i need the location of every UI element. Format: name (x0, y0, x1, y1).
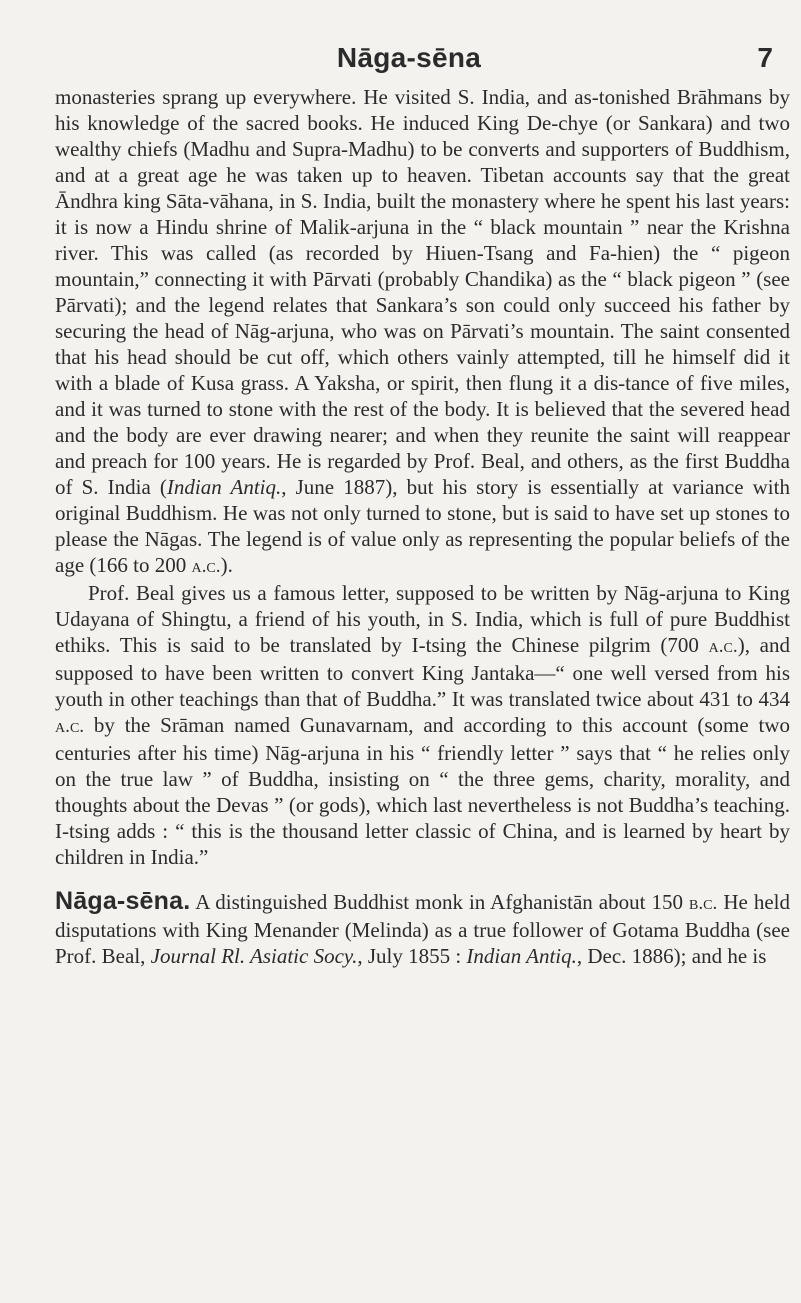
paragraph-text: Prof. Beal gives us a famous letter, supposed to be written by Nāg-arjuna to King Udayana of Shingtu, a friend of his youth, in S. India, which is full of pure Buddhist ethiks. This is said to be translated by I-tsing the Chinese pilgrim (700 (55, 581, 790, 657)
paragraph-text: , June 1887), but his story is essentially at variance with original Buddhism. He was not only turned to stone, but is said to have set up stones to please the Nāgas. The legend is of value only as representing the popular beliefs of the age (166 to 200 (55, 475, 790, 577)
paragraph-letter (55, 580, 790, 870)
entry-text: He held disputations with King Menander (Melinda) as a true follower of Gotama Buddha (see Prof. Beal, (55, 890, 790, 968)
era-abbreviation: a.c. (55, 716, 85, 737)
era-abbreviation: a.c. (191, 556, 221, 577)
entry-text: , Dec. 1886); and he is (576, 944, 767, 968)
citation: Indian Antiq. (466, 944, 577, 968)
paragraph-text: ). (220, 553, 233, 577)
paragraph-continuation (55, 84, 790, 580)
paragraph-text: monasteries sprang up everywhere. He visited S. India, and as-tonished Brāhmans by his knowledge of the sacred books. He induced King De-chye (or Sankara) and two wealthy chiefs (Madhu and Supra-Madhu) to be converts and supporters of Buddhism, and at a great age he was taken up to heaven. Tibetan accounts say that the great Āndhra king Sāta-vāhana, in S. India, built the monastery where he spent his last years: it is now a Hindu shrine of Malik-arjuna in the “ black mountain ” near the Krishna river. This was called (as recorded by Hiuen-Tsang and Fa-hien) the “ pigeon mountain,” connecting it with Pārvati (probably Chandika) as the “ black pigeon ” (see Pārvati); and the legend relates that Sankara’s son could only succeed his father by securing the head of Nāg-arjuna, who was on Pārvati’s mountain. The saint consented that his head should be cut off, which others vainly attempted, till he himself did it with a blade of Kusa grass. A Yaksha, or spirit, then flung it a dis-tance of five miles, and it was turned to stone with the rest of the body. It is believed that the severed head and the body are ever drawing nearer; and when they reunite the saint will reappear and preach for 100 years. He is regarded by Prof. Beal, and others, as the first Buddha of S. India ( (55, 85, 790, 499)
page-title: Nāga-sēna (336, 42, 482, 73)
era-abbreviation: a.c. (708, 636, 738, 657)
page-number: 7 (757, 42, 773, 73)
citation: Journal Rl. Asiatic Socy. (150, 944, 358, 968)
entry-text: , July 1855 : (357, 944, 467, 968)
body-text (55, 84, 790, 969)
entry-text: A distinguished Buddhist monk in Afghanistān about 150 (190, 890, 689, 914)
era-abbreviation: b.c. (688, 893, 718, 914)
running-header (45, 42, 773, 78)
paragraph-text: ), and supposed to have been written to convert King Jantaka—“ one well versed from his youth in other teachings than that of Buddha.” It was translated twice about 431 to 434 (55, 633, 790, 711)
dictionary-entry (55, 888, 790, 969)
paragraph-text: by the Srāman named Gunavarnam, and according to this account (some two centuries after his time) Nāg-arjuna in his “ friendly letter ” says that “ he relies only on the true law ” of Buddha, insisting on “ the three gems, charity, morality, and thoughts about the Devas ” (or gods), which last nevertheless is not Buddha’s teaching. I-tsing adds : “ this is the thousand letter classic of China, and is learned by heart by children in India.” (55, 713, 790, 869)
citation: Indian Antiq. (166, 475, 282, 499)
entry-headword: Nāga-sēna. (55, 887, 191, 915)
